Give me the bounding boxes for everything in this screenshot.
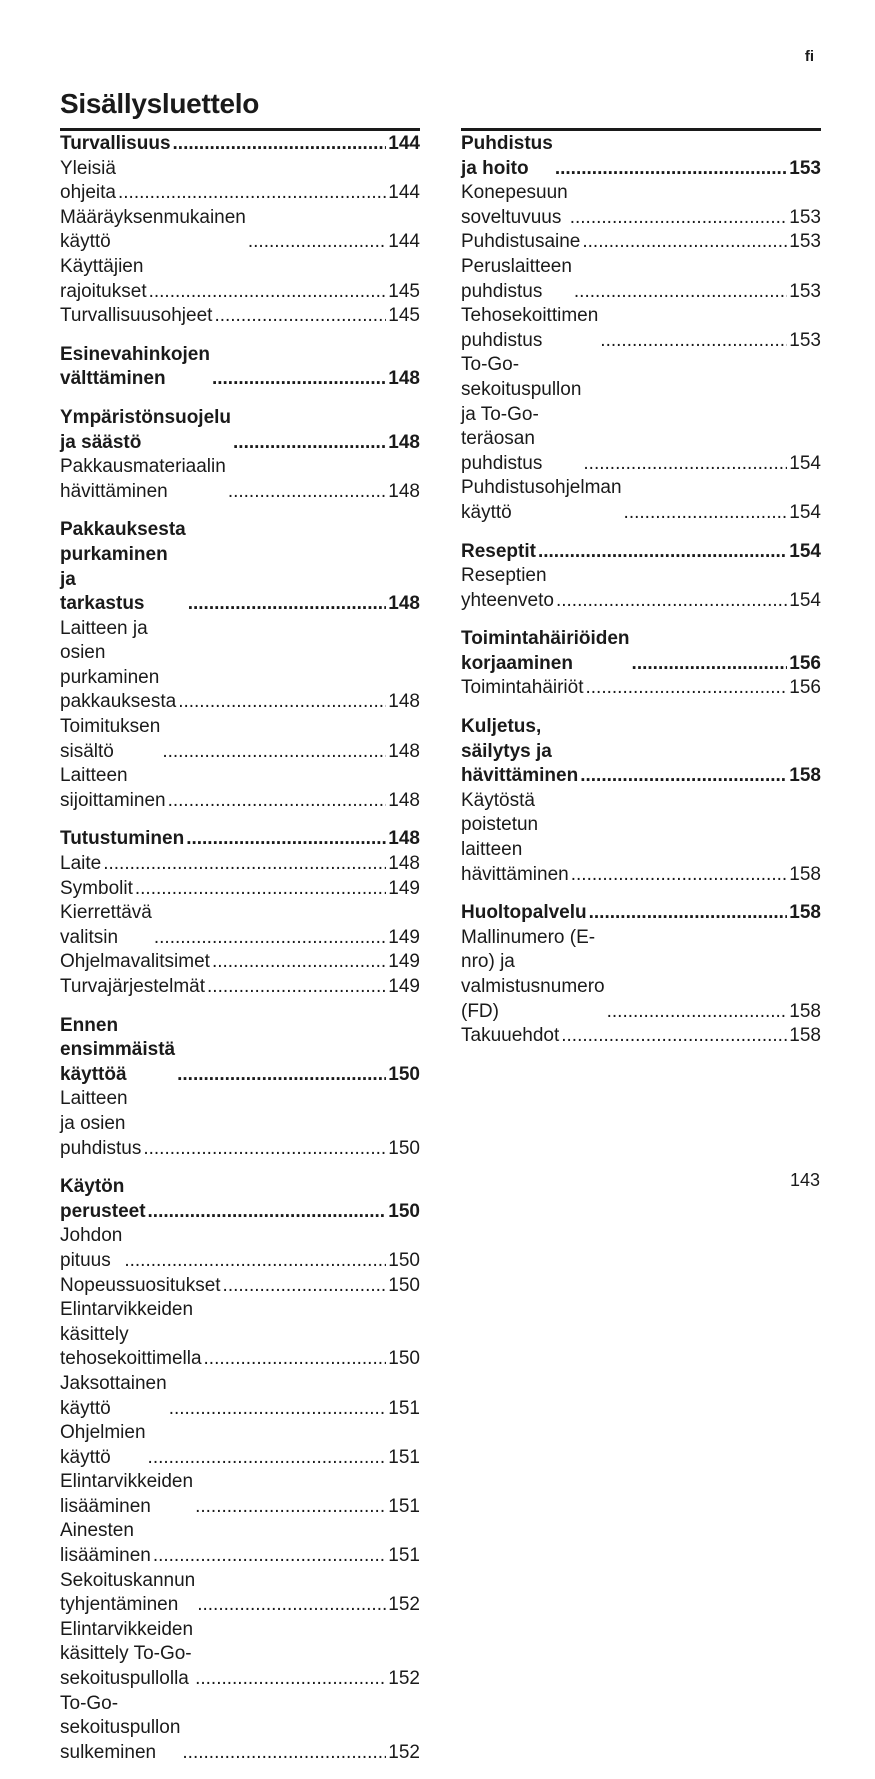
dot-leader — [188, 592, 387, 617]
toc-subentry[interactable] — [461, 676, 821, 701]
toc-subentry[interactable] — [461, 564, 821, 613]
toc-entry-title: Ohjelmavalitsimet — [60, 951, 210, 973]
toc-section — [461, 627, 821, 701]
toc-section — [461, 901, 821, 1049]
toc-entry-title: Laite — [60, 853, 102, 875]
dot-leader — [214, 304, 386, 329]
toc-section — [461, 540, 821, 614]
toc-section — [60, 343, 420, 392]
toc-chapter-entry[interactable] — [461, 540, 821, 565]
toc-entry-title: Mallinumero (E-nro) ja valmistusnumero (FD) — [461, 926, 605, 1022]
toc-chapter-entry[interactable] — [60, 343, 420, 392]
toc-subentry[interactable] — [60, 1569, 420, 1618]
toc-entry-page: 150 — [388, 1348, 420, 1370]
toc-subentry[interactable] — [461, 304, 821, 353]
toc-chapter-entry[interactable] — [60, 132, 420, 157]
toc-subentry[interactable] — [461, 926, 821, 1024]
toc-entry-title: Takuuehdot — [461, 1025, 560, 1047]
toc-entry-page: 152 — [388, 1668, 420, 1690]
toc-section — [60, 132, 420, 329]
dot-leader — [223, 1274, 387, 1299]
toc-entry-page: 151 — [388, 1545, 420, 1567]
dot-leader — [248, 230, 386, 255]
dot-leader — [195, 1495, 386, 1520]
toc-subentry[interactable] — [461, 353, 821, 476]
dot-leader — [586, 676, 788, 701]
toc-entry-page: 144 — [388, 133, 420, 154]
toc-subentry[interactable] — [60, 157, 420, 206]
dot-leader — [570, 206, 788, 231]
toc-entry-page: 153 — [789, 231, 821, 253]
toc-subentry[interactable] — [60, 950, 420, 975]
dot-leader — [632, 652, 788, 677]
toc-chapter-entry[interactable] — [461, 627, 821, 676]
toc-entry-title: Huoltopalvelu — [461, 902, 587, 924]
dot-leader — [195, 1667, 386, 1692]
dot-leader — [561, 1024, 787, 1049]
dot-leader — [571, 863, 788, 888]
column-divider-right — [461, 128, 821, 131]
dot-leader — [555, 157, 787, 182]
toc-entry-title: Pakkausmateriaalin hävittäminen — [60, 456, 226, 502]
toc-section — [60, 406, 420, 504]
toc-entry-page: 156 — [789, 652, 821, 674]
dot-leader — [233, 431, 386, 456]
toc-entry-page: 148 — [388, 691, 420, 713]
dot-leader — [607, 1000, 788, 1025]
dot-leader — [169, 1397, 387, 1422]
dot-leader — [154, 926, 386, 951]
dot-leader — [162, 740, 386, 765]
toc-entry-page: 153 — [789, 157, 821, 179]
toc-entry-page: 150 — [388, 1137, 420, 1159]
dot-leader — [580, 764, 787, 789]
toc-entry-title: Turvallisuus — [60, 133, 171, 154]
toc-chapter-entry[interactable] — [461, 901, 821, 926]
toc-column-left — [60, 132, 420, 1779]
toc-entry-page: 158 — [789, 1000, 821, 1022]
toc-entry-title: Käytöstä poistetun laitteen hävittäminen — [461, 789, 569, 885]
dot-leader — [538, 540, 787, 565]
toc-subentry[interactable] — [60, 206, 420, 255]
toc-entry-title: Esinevahinkojen välttäminen — [60, 343, 210, 390]
toc-entry-title: Toimituksen sisältö — [60, 716, 161, 762]
toc-entry-page: 145 — [388, 305, 420, 327]
dot-leader — [143, 1137, 386, 1162]
toc-column-right — [461, 132, 821, 1063]
toc-subentry[interactable] — [461, 476, 821, 525]
toc-subentry[interactable] — [60, 715, 420, 764]
toc-entry-page: 148 — [388, 740, 420, 762]
toc-entry-title: Turvallisuusohjeet — [60, 305, 213, 327]
dot-leader — [204, 1347, 387, 1372]
dot-leader — [149, 280, 387, 305]
toc-entry-page: 158 — [789, 1025, 821, 1047]
toc-entry-page: 153 — [789, 329, 821, 351]
toc-chapter-entry[interactable] — [461, 132, 821, 181]
toc-chapter-entry[interactable] — [60, 1175, 420, 1224]
toc-entry-page: 144 — [388, 182, 420, 204]
toc-section — [60, 827, 420, 999]
dot-leader — [103, 852, 386, 877]
toc-entry-title: Jaksottainen käyttö — [60, 1372, 167, 1419]
dot-leader — [228, 480, 386, 505]
dot-leader — [118, 181, 386, 206]
toc-subentry[interactable] — [60, 1470, 420, 1519]
dot-leader — [173, 132, 387, 157]
dot-leader — [207, 975, 386, 1000]
dot-leader — [186, 827, 386, 852]
toc-entry-page: 151 — [388, 1397, 420, 1419]
dot-leader — [135, 877, 386, 902]
toc-subentry[interactable] — [461, 230, 821, 255]
toc-entry-title: Konepesuun soveltuvuus — [461, 182, 568, 228]
toc-entry-page: 148 — [388, 828, 420, 850]
toc-entry-page: 145 — [388, 280, 420, 302]
dot-leader — [197, 1593, 386, 1618]
toc-entry-page: 152 — [388, 1741, 420, 1763]
toc-entry-page: 151 — [388, 1446, 420, 1468]
toc-entry-page: 154 — [789, 452, 821, 474]
toc-entry-title: To-Go-sekoituspullon ja To-Go- teräosan puhdistus — [461, 354, 582, 474]
toc-entry-page: 158 — [789, 902, 821, 924]
toc-entry-page: 149 — [388, 926, 420, 948]
dot-leader — [574, 280, 787, 305]
toc-subentry[interactable] — [461, 789, 821, 887]
toc-entry-title: Laitteen ja osien purkaminen pakkauksesta — [60, 617, 177, 713]
dot-leader — [153, 1544, 386, 1569]
toc-entry-title: Kierrettävä valitsin — [60, 902, 152, 948]
toc-subentry[interactable] — [461, 181, 821, 230]
toc-subentry[interactable] — [60, 1224, 420, 1273]
toc-entry-page: 149 — [388, 976, 420, 997]
toc-entry-title: Elintarvikkeiden käsittely To-Go- sekoituspullolla — [60, 1618, 194, 1690]
toc-chapter-entry[interactable] — [60, 1014, 420, 1088]
toc-section — [461, 132, 821, 526]
toc-subentry[interactable] — [60, 255, 420, 304]
toc-entry-title: Laitteen ja osien puhdistus — [60, 1088, 142, 1159]
toc-entry-title: Reseptit — [461, 540, 536, 562]
toc-entry-title: Elintarvikkeiden lisääminen — [60, 1471, 194, 1517]
toc-entry-title: Puhdistus ja hoito — [461, 133, 553, 179]
toc-entry-page: 148 — [388, 853, 420, 875]
toc-entry-title: Johdon pituus — [60, 1225, 123, 1271]
toc-subentry[interactable] — [60, 1274, 420, 1299]
toc-entry-page: 150 — [388, 1274, 420, 1296]
dot-leader — [624, 501, 788, 526]
toc-entry-title: Toimintahäiriöiden korjaaminen — [461, 628, 630, 674]
toc-entry-title: Käyttäjien rajoitukset — [60, 255, 147, 302]
toc-entry-title: Ainesten lisääminen — [60, 1520, 151, 1567]
toc-entry-title: Pakkauksesta purkaminen ja tarkastus — [60, 519, 186, 615]
toc-subentry[interactable] — [60, 975, 420, 1000]
toc-entry-title: Symbolit — [60, 877, 133, 899]
toc-entry-page: 153 — [789, 206, 821, 228]
toc-entry-title: Laitteen sijoittaminen — [60, 765, 166, 811]
toc-entry-page: 149 — [388, 951, 420, 973]
dot-leader — [600, 329, 787, 354]
dot-leader — [212, 950, 386, 975]
toc-entry-title: Ennen ensimmäistä käyttöä — [60, 1014, 176, 1085]
toc-chapter-entry[interactable] — [60, 827, 420, 852]
toc-subentry[interactable] — [60, 1692, 420, 1766]
toc-entry-title: Määräyksenmukainen käyttö — [60, 206, 246, 253]
dot-leader — [177, 1063, 386, 1088]
toc-entry-title: Tutustuminen — [60, 828, 185, 850]
toc-entry-title: Käytön perusteet — [60, 1176, 146, 1222]
toc-subentry[interactable] — [60, 1372, 420, 1421]
toc-entry-page: 154 — [789, 501, 821, 523]
toc-entry-title: Ympäristönsuojelu ja säästö — [60, 406, 232, 453]
toc-chapter-entry[interactable] — [60, 518, 420, 616]
toc-entry-title: Reseptien yhteenveto — [461, 565, 554, 611]
toc-entry-title: Elintarvikkeiden käsittely tehosekoittimella — [60, 1299, 202, 1370]
dot-leader — [148, 1200, 387, 1225]
toc-entry-page: 149 — [388, 877, 420, 899]
toc-subentry[interactable] — [461, 1024, 821, 1049]
toc-entry-page: 148 — [388, 480, 420, 502]
toc-entry-page: 158 — [789, 765, 821, 787]
toc-entry-page: 158 — [789, 863, 821, 885]
toc-entry-page: 148 — [388, 431, 420, 453]
toc-entry-page: 153 — [789, 280, 821, 302]
toc-entry-title: Puhdistusohjelman käyttö — [461, 477, 622, 523]
toc-subentry[interactable] — [60, 1087, 420, 1161]
toc-entry-title: Turvajärjestelmät — [60, 976, 206, 997]
toc-entry-page: 154 — [789, 589, 821, 611]
toc-entry-page: 156 — [789, 677, 821, 699]
toc-entry-page: 148 — [388, 789, 420, 811]
dot-leader — [148, 1446, 387, 1471]
toc-chapter-entry[interactable] — [60, 406, 420, 455]
toc-entry-page: 148 — [388, 593, 420, 615]
dot-leader — [178, 690, 386, 715]
toc-subentry[interactable] — [461, 255, 821, 304]
dot-leader — [182, 1741, 386, 1766]
toc-chapter-entry[interactable] — [461, 715, 821, 789]
toc-entry-title: Yleisiä ohjeita — [60, 157, 116, 204]
toc-entry-title: Peruslaitteen puhdistus — [461, 255, 572, 302]
toc-entry-title: Tehosekoittimen puhdistus — [461, 305, 599, 351]
toc-subentry[interactable] — [60, 1421, 420, 1470]
dot-leader — [212, 367, 386, 392]
toc-entry-page: 150 — [388, 1063, 420, 1085]
toc-subentry[interactable] — [60, 1519, 420, 1568]
toc-entry-title: To-Go-sekoituspullon sulkeminen — [60, 1692, 181, 1763]
toc-entry-title: Nopeussuositukset — [60, 1274, 221, 1296]
toc-section — [60, 1014, 420, 1162]
toc-subentry[interactable] — [60, 1298, 420, 1372]
toc-subentry[interactable] — [60, 764, 420, 813]
dot-leader — [168, 789, 387, 814]
toc-section — [60, 518, 420, 813]
page-title: Sisällysluettelo — [60, 88, 260, 119]
toc-subentry[interactable] — [60, 455, 420, 504]
column-divider-left — [60, 128, 420, 131]
toc-entry-page: 151 — [388, 1495, 420, 1517]
toc-entry-title: Kuljetus, säilytys ja hävittäminen — [461, 716, 579, 787]
page-number: 143 — [789, 1170, 820, 1190]
dot-leader — [583, 452, 787, 477]
toc-entry-page: 150 — [388, 1200, 420, 1222]
toc-subentry[interactable] — [60, 901, 420, 950]
toc-entry-title: Sekoituskannun tyhjentäminen — [60, 1569, 196, 1616]
toc-entry-page: 144 — [388, 231, 420, 253]
toc-subentry[interactable] — [60, 852, 420, 877]
toc-entry-title: Puhdistusaine — [461, 231, 581, 253]
toc-section — [461, 715, 821, 887]
toc-subentry[interactable] — [60, 1618, 420, 1692]
toc-section — [60, 1175, 420, 1765]
dot-leader — [589, 901, 788, 926]
toc-entry-page: 150 — [388, 1249, 420, 1271]
toc-entry-page: 152 — [388, 1594, 420, 1616]
toc-entry-title: Ohjelmien käyttö — [60, 1422, 146, 1468]
toc-entry-page: 148 — [388, 368, 420, 390]
dot-leader — [124, 1249, 386, 1274]
toc-entry-page: 154 — [789, 540, 821, 562]
toc-subentry[interactable] — [60, 617, 420, 715]
toc-subentry[interactable] — [60, 877, 420, 902]
dot-leader — [582, 230, 787, 255]
language-code: fi — [804, 48, 814, 65]
toc-entry-title: Toimintahäiriöt — [461, 677, 584, 699]
dot-leader — [556, 589, 787, 614]
toc-subentry[interactable] — [60, 304, 420, 329]
